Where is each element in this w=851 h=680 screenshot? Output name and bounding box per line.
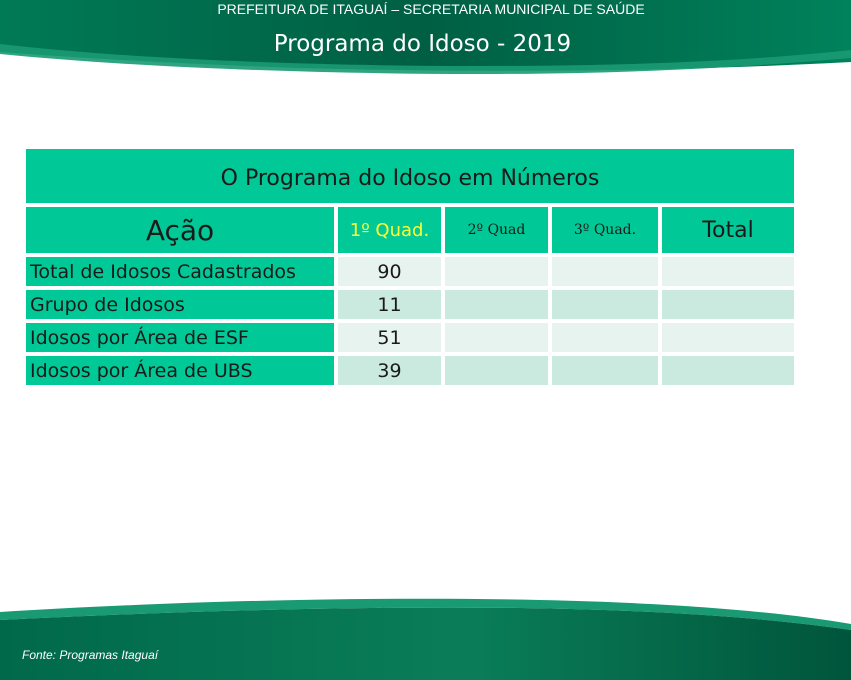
row-label: Idosos por Área de UBS: [24, 354, 336, 387]
organization-header: PREFEITURA DE ITAGUAÍ – SECRETARIA MUNICIPAL DE SAÚDE: [217, 1, 645, 17]
row-q2-value: [443, 255, 550, 288]
row-q1-value: 11: [336, 288, 443, 321]
column-header-total: Total: [660, 205, 796, 255]
row-total-value: [660, 321, 796, 354]
table-header-row: [24, 205, 796, 255]
table-row: [24, 321, 796, 354]
header-band: [0, 0, 851, 80]
column-header-q2: 2º Quad: [443, 205, 550, 255]
row-q2-value: [443, 321, 550, 354]
row-q1-value: 51: [336, 321, 443, 354]
row-q2-value: [443, 354, 550, 387]
table-row: [24, 255, 796, 288]
row-label: Idosos por Área de ESF: [24, 321, 336, 354]
column-header-acao: Ação: [24, 205, 336, 255]
page-title: Programa do Idoso - 2019: [273, 31, 572, 57]
row-total-value: [660, 288, 796, 321]
program-table: [24, 147, 796, 387]
column-header-q1: 1º Quad.: [336, 205, 443, 255]
row-q3-value: [550, 255, 660, 288]
table-title: O Programa do Idoso em Números: [24, 147, 796, 205]
footer-wave-graphic: [0, 590, 851, 680]
data-table: [24, 147, 796, 387]
table-row: [24, 288, 796, 321]
row-label: Grupo de Idosos: [24, 288, 336, 321]
row-q3-value: [550, 288, 660, 321]
row-q2-value: [443, 288, 550, 321]
row-q1-value: 39: [336, 354, 443, 387]
row-total-value: [660, 255, 796, 288]
footer-band: [0, 590, 851, 680]
row-q3-value: [550, 354, 660, 387]
row-label: Total de Idosos Cadastrados: [24, 255, 336, 288]
row-q1-value: 90: [336, 255, 443, 288]
table-row: [24, 354, 796, 387]
row-total-value: [660, 354, 796, 387]
column-header-q3: 3º Quad.: [550, 205, 660, 255]
row-q3-value: [550, 321, 660, 354]
source-note: Fonte: Programas Itaguaí: [22, 648, 159, 662]
